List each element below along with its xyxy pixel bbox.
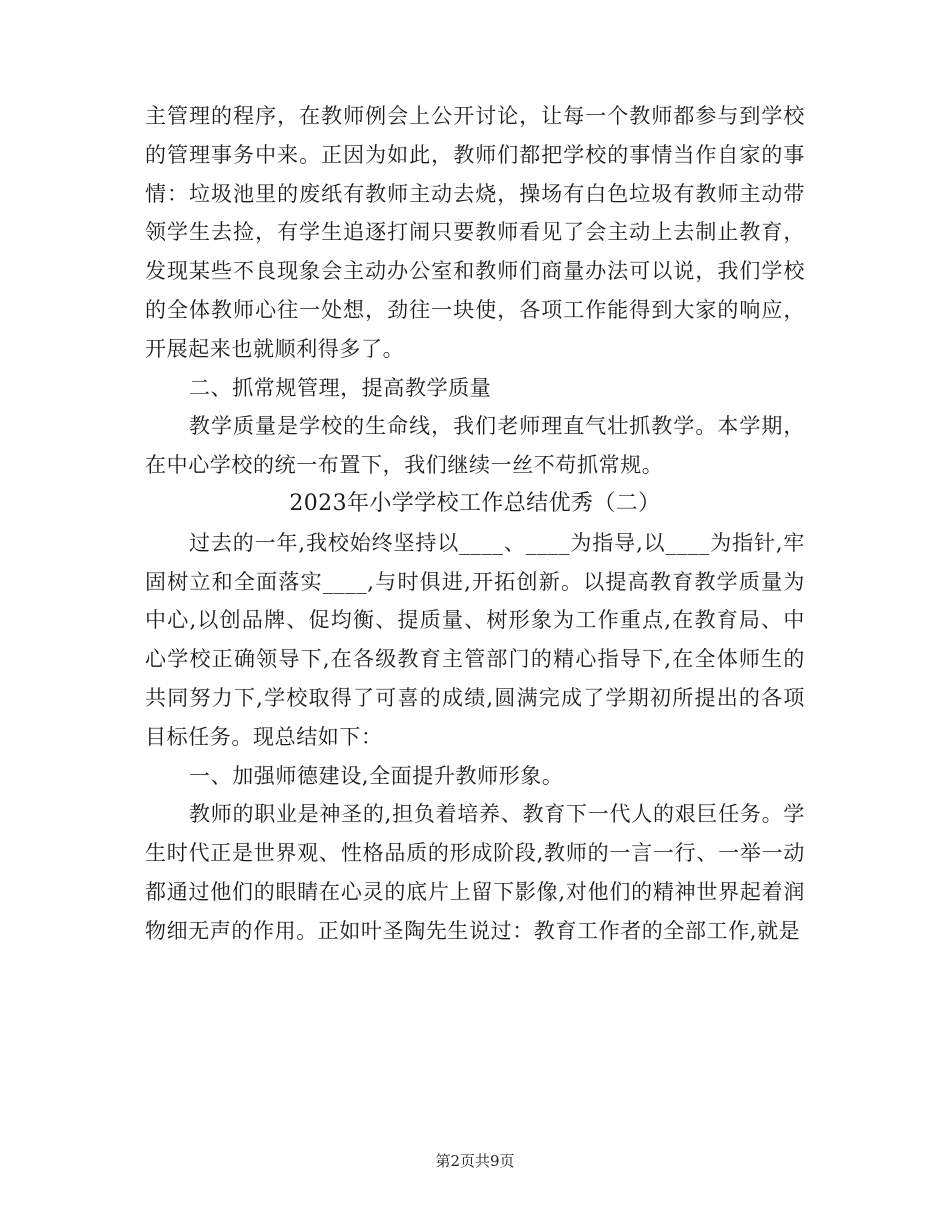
page-number-footer: 第2页共9页: [435, 1152, 515, 1170]
section-heading-teacher-ethics: 一、加强师德建设,全面提升教师形象。: [189, 763, 564, 788]
section-title: 2023年小学学校工作总结优秀（二）: [289, 490, 661, 516]
paragraph-continuation: 主管理的程序，在教师例会上公开讨论，让每一个教师都参与到学校的管理事务中来。正因为如此，教师们都把学校的事情当作自家的事情：垃圾池里的废纸有教师主动去烧，操场有白色垃圾有教师主动带领学生去捡，有学生追逐打闹只要教师看见了会主动上去制止教育，发现某些不良现象会主动办公室和教师们商量办法可以说，我们学校的全体教师心往一处想，劲往一块使，各项工作能得到大家的响应，开展起来也就顺利得多了。: [145, 104, 805, 361]
document-body: [145, 97, 805, 951]
paragraph-teaching-quality: 教学质量是学校的生命线，我们老师理直气壮抓教学。本学期，在中心学校的统一布置下，我们继续一丝不苟抓常规。: [145, 414, 805, 478]
paragraph-teacher-profession: 教师的职业是神圣的,担负着培养、教育下一代人的艰巨任务。学生时代正是世界观、性格品质的形成阶段,教师的一言一行、一举一动都通过他们的眼睛在心灵的底片上留下影像,对他们的精神世界起着润物细无声的作用。正如叶圣陶先生说过：教育工作者的全部工作,就是: [145, 802, 805, 943]
paragraph-summary-intro: 过去的一年,我校始终坚持以____、____为指导,以____为指针,牢固树立和全面落实____,与时俱进,开拓创新。以提高教育教学质量为中心,以创品牌、促均衡、提质量、树形象为工作重点,在教育局、中心学校正确领导下,在各级教育主管部门的精心指导下,在全体师生的共同努力下,学校取得了可喜的成绩,圆满完成了学期初所提出的各项目标任务。现总结如下：: [145, 530, 805, 749]
section-heading-routine-management: 二、抓常规管理，提高教学质量: [189, 375, 492, 400]
